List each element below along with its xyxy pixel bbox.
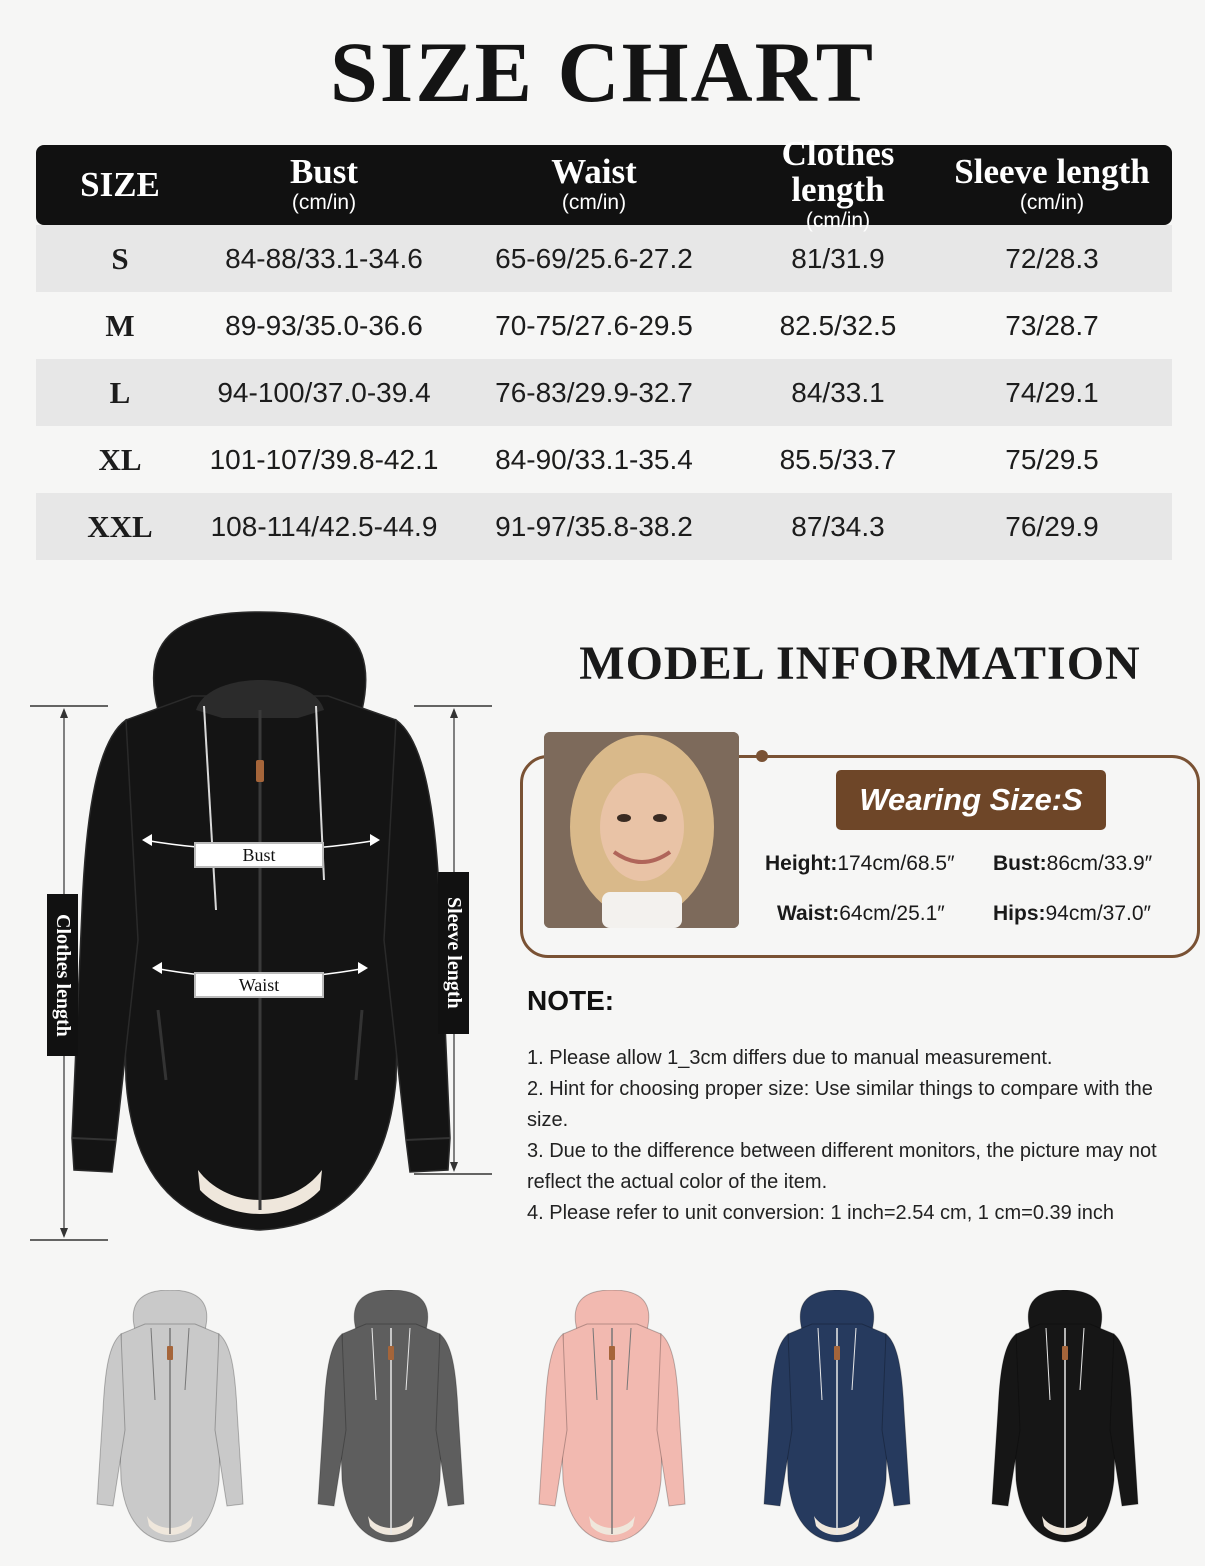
bust-cell: 84-88/33.1-34.6 (225, 242, 423, 274)
header-waist: Waist (cm/in) (551, 152, 637, 214)
clothes-length-cell: 84/33.1 (791, 376, 885, 408)
wearing-size-badge: Wearing Size:S (836, 770, 1106, 830)
variant-light-gray[interactable] (85, 1290, 255, 1548)
waist-cell: 65-69/25.6-27.2 (495, 242, 693, 274)
clothes-length-cell: 81/31.9 (791, 242, 885, 274)
note-item: 1. Please allow 1_3cm differs due to manual measurement. (527, 1047, 1053, 1069)
size-table (36, 134, 1172, 560)
sleeve-length-cell: 75/29.5 (1005, 443, 1099, 475)
waist-label: Waist (194, 972, 324, 998)
waist-cell: 91-97/35.8-38.2 (495, 510, 693, 542)
hoodie-icon (980, 1290, 1150, 1548)
hoodie-icon (527, 1290, 697, 1548)
sleeve-length-cell: 74/29.1 (1005, 376, 1099, 408)
sleeve-length-cell: 73/28.7 (1005, 309, 1099, 341)
header-sleeve-length: Sleeve length (cm/in) (954, 152, 1150, 214)
hoodie-icon (752, 1290, 922, 1548)
table-row (36, 426, 1172, 493)
header-size: SIZE (80, 165, 160, 204)
sleeve-length-cell: 76/29.9 (1005, 510, 1099, 542)
header-clothes-length: Clothes length (cm/in) (781, 134, 895, 232)
sleeve-length-label: Sleeve length (438, 872, 469, 1034)
size-cell: M (105, 307, 135, 343)
size-cell: S (111, 240, 129, 276)
card-dot-icon (752, 746, 772, 766)
hoodie-icon (306, 1290, 476, 1548)
measurement-diagram (28, 610, 498, 1250)
page-title: SIZE CHART (329, 24, 876, 120)
table-row (36, 493, 1172, 560)
color-variants (0, 1290, 1205, 1550)
table-row (36, 225, 1172, 292)
note-item: 2. Hint for choosing proper size: Use similar things to compare with the size. (527, 1078, 1153, 1131)
variant-pink[interactable] (527, 1290, 697, 1548)
clothes-length-label: Clothes length (47, 894, 78, 1056)
header-bust: Bust (cm/in) (289, 152, 359, 214)
variant-navy[interactable] (752, 1290, 922, 1548)
table-header (36, 134, 1172, 232)
hoodie-illustration (28, 610, 498, 1250)
variant-black[interactable] (980, 1290, 1150, 1548)
bust-cell: 89-93/35.0-36.6 (225, 309, 423, 341)
hoodie-icon (85, 1290, 255, 1548)
waist-cell: 84-90/33.1-35.4 (495, 443, 693, 475)
note-item: 4. Please refer to unit conversion: 1 inch=2.54 cm, 1 cm=0.39 inch (527, 1202, 1114, 1224)
bust-cell: 108-114/42.5-44.9 (210, 510, 438, 542)
model-info-title: MODEL INFORMATION (579, 637, 1141, 690)
bust-cell: 101-107/39.8-42.1 (209, 443, 439, 475)
waist-cell: 70-75/27.6-29.5 (495, 309, 693, 341)
clothes-length-cell: 85.5/33.7 (779, 443, 897, 475)
size-cell: XXL (87, 508, 153, 544)
note-list (527, 1043, 1197, 1229)
model-height: Height:174cm/68.5″ (765, 852, 955, 875)
bust-label: Bust (194, 842, 324, 868)
table-row (36, 292, 1172, 359)
note-title: NOTE: (527, 985, 615, 1016)
model-waist: Waist:64cm/25.1″ (777, 902, 945, 925)
clothes-length-cell: 82.5/32.5 (779, 309, 897, 341)
size-cell: L (109, 374, 131, 410)
table-row (36, 359, 1172, 426)
note-item: 3. Due to the difference between different monitors, the picture may not reflect the actual color of the item. (527, 1140, 1157, 1193)
bust-cell: 94-100/37.0-39.4 (217, 376, 431, 408)
model-hips: Hips:94cm/37.0″ (993, 902, 1151, 925)
waist-cell: 76-83/29.9-32.7 (495, 376, 693, 408)
size-cell: XL (98, 441, 142, 477)
sleeve-length-cell: 72/28.3 (1005, 242, 1099, 274)
variant-dark-gray[interactable] (306, 1290, 476, 1548)
clothes-length-cell: 87/34.3 (791, 510, 885, 542)
model-photo (544, 732, 739, 928)
model-bust: Bust:86cm/33.9″ (993, 852, 1153, 875)
